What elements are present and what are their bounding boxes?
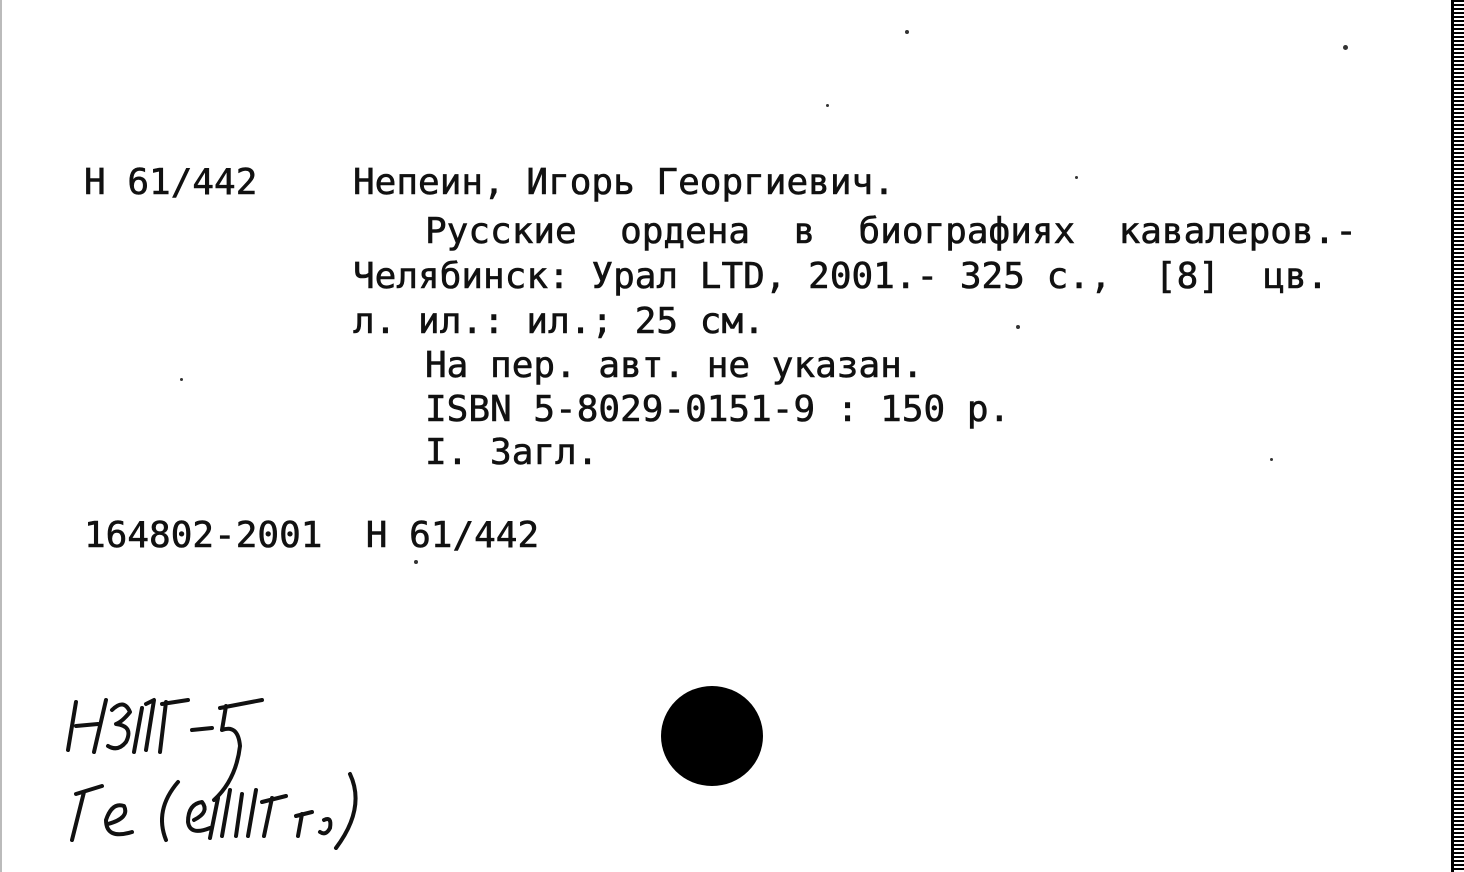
handwritten-notes	[50, 690, 410, 850]
punch-hole	[661, 686, 763, 786]
scan-speck	[180, 378, 183, 381]
scan-speck	[1270, 458, 1273, 461]
note-line: На пер. авт. не указан.	[425, 345, 924, 386]
added-entry-line: I. Загл.	[425, 432, 599, 473]
title-line-2: Челябинск: Урал LTD, 2001.- 325 с., [8] цв.	[353, 256, 1329, 297]
scan-speck	[1016, 325, 1020, 329]
scan-speck	[1343, 45, 1348, 50]
scan-speck	[414, 560, 418, 564]
isbn-line: ISBN 5-8029-0151-9 : 150 р.	[425, 389, 1011, 430]
title-line-3: л. ил.: ил.; 25 см.	[353, 301, 765, 342]
card-right-edge	[1454, 0, 1464, 872]
scan-speck	[905, 30, 909, 34]
scan-speck	[1075, 176, 1078, 179]
inventory-line: 164802-2001 Н 61/442	[84, 515, 540, 556]
scan-speck	[826, 104, 829, 107]
card-left-edge	[0, 0, 2, 872]
author-heading: Непеин, Игорь Георгиевич.	[353, 162, 895, 203]
call-number: Н 61/442	[84, 162, 258, 203]
title-line-1: Русские ордена в биографиях кавалеров.-	[425, 211, 1357, 252]
